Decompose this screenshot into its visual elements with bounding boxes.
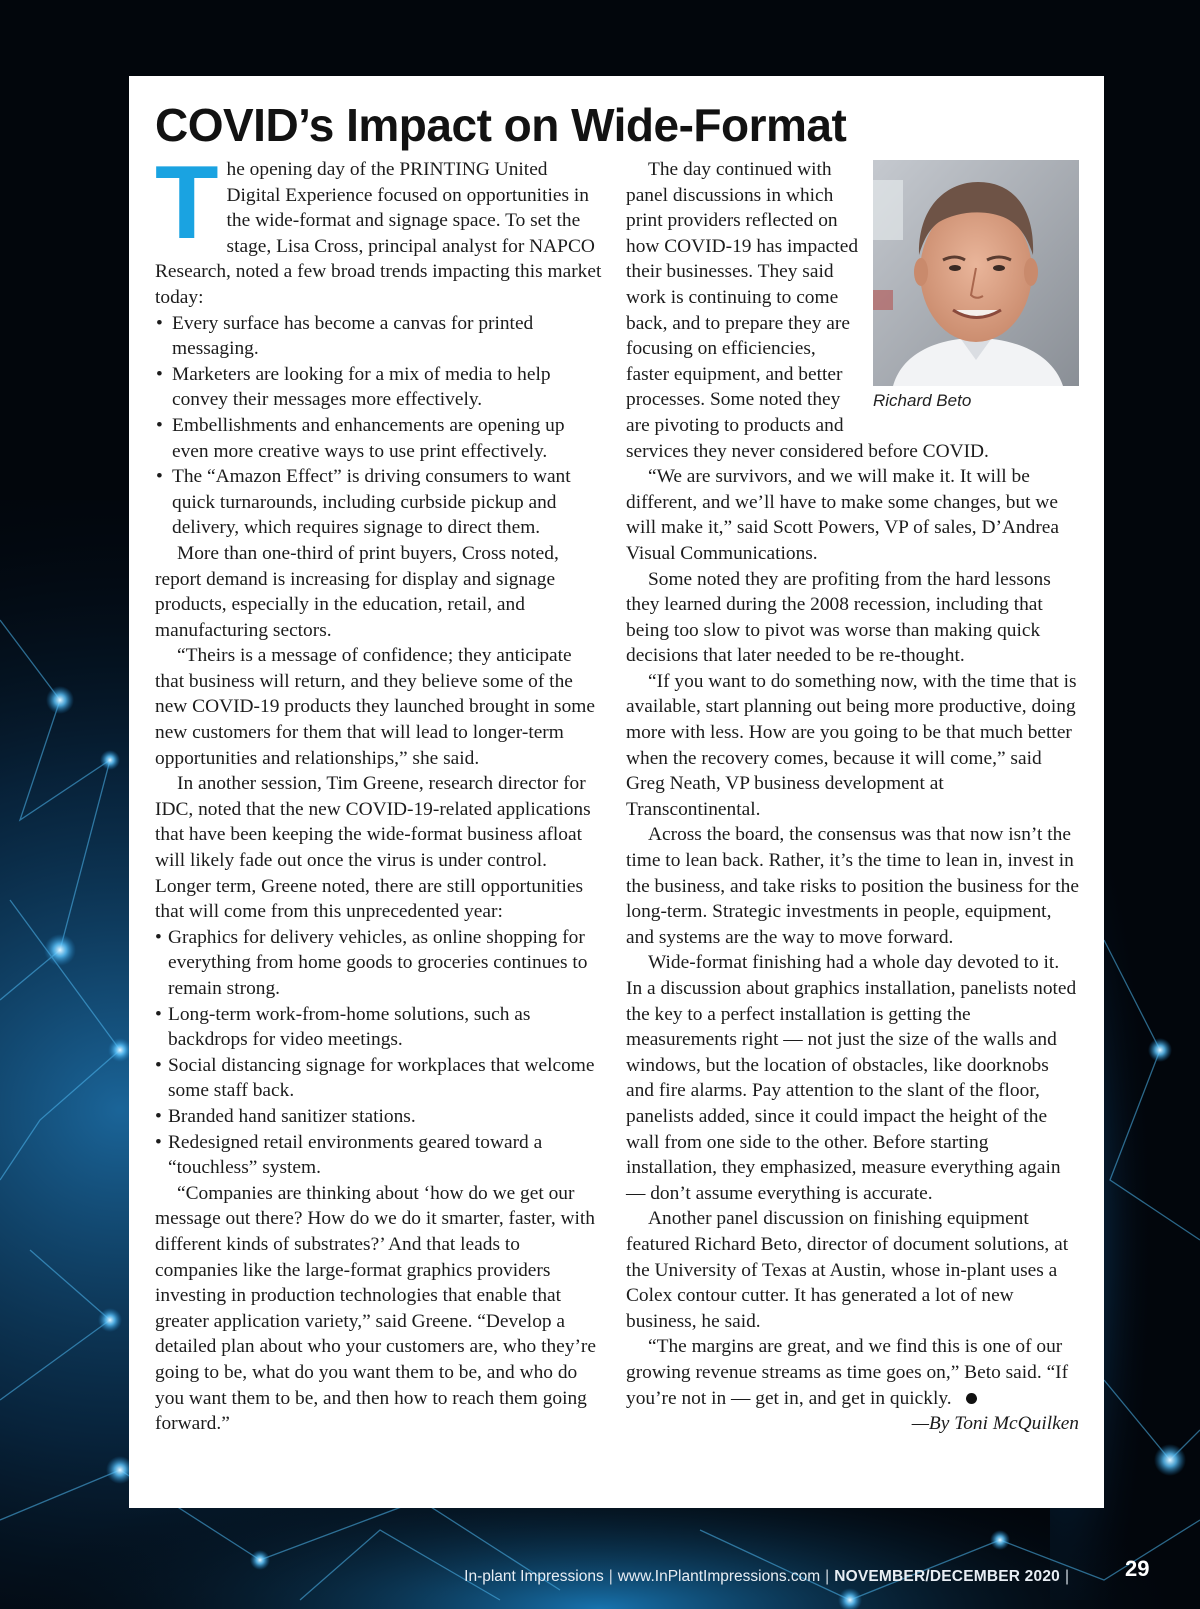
body-paragraph: “Companies are thinking about ‘how do we get our message out there? How do we do it smarter, faster, with different kinds of substrates?’ And that leads to companies like the large-format graphics providers investing in production technologies that enable that greater application variety,” said Greene. “Develop a detailed plan about who your customers are, who they’re going to be, what do you want them to be, and who do you want them to be, and then how to reach them going forward.” (155, 1182, 596, 1435)
page-footer (464, 1566, 1074, 1588)
issue-date: NOVEMBER/DECEMBER 2020 (834, 1568, 1060, 1585)
article-panel (129, 76, 1104, 1508)
website-link[interactable]: www.InPlantImpressions.com (617, 1568, 821, 1585)
list-item: • The “Amazon Effect” is driving consumers to want quick turnarounds, including curbside pickup and delivery, which requires signage to direct them. (155, 464, 605, 541)
body-paragraph: Some noted they are profiting from the hard lessons they learned during the 2008 recession, including that being too slow to pivot was worse than making quick decisions that later needed to be re-thought. (626, 568, 1051, 667)
closing-paragraph (626, 1334, 1079, 1411)
right-column (626, 157, 1079, 1437)
intro-text: he opening day of the PRINTING United Digital Experience focused on opportunities in the wide-format and signage space. To set the stage, Lisa Cross, principal analyst for NAPCO Research, noted a few broad trends impacting this market today: (155, 159, 602, 308)
footer-divider: | (608, 1568, 613, 1585)
trends-list (155, 311, 605, 541)
list-item: • Long-term work-from-home solutions, such as backdrops for video meetings. (155, 1002, 605, 1053)
list-item: • Social distancing signage for workplaces that welcome some staff back. (155, 1053, 605, 1104)
intro-paragraph (155, 145, 605, 311)
list-item: • Branded hand sanitizer stations. (155, 1104, 605, 1130)
end-mark-icon (966, 1393, 977, 1404)
body-paragraph: “We are survivors, and we will make it. It will be different, and we’ll have to make some changes, but we will make it,” said Scott Powers, VP of sales, D’Andrea Visual Communications. (626, 466, 1059, 564)
list-item: • Marketers are looking for a mix of media to help convey their messages more effectively. (155, 362, 605, 413)
article-title: COVID’s Impact on Wide-Format (155, 99, 847, 151)
opportunities-list (155, 925, 605, 1181)
list-item: • Embellishments and enhancements are opening up even more creative ways to use print effectively. (155, 413, 605, 464)
body-paragraph: Another panel discussion on finishing equipment featured Richard Beto, director of document solutions, at the University of Texas at Austin, whose in-plant uses a Colex contour cutter. It has generated a lot of new business, he said. (626, 1208, 1069, 1332)
portrait-photo (873, 160, 1079, 386)
body-paragraph: “Theirs is a message of confidence; they anticipate that business will return, and they believe some of the new COVID-19 products they launched brought in some new customers for them that will lead to longer-term opportunities and relationships,” she said. (155, 645, 595, 769)
photo-caption: Richard Beto (873, 391, 972, 410)
list-item: • Graphics for delivery vehicles, as online shopping for everything from home goods to groceries continues to remain strong. (155, 925, 605, 1002)
footer-divider: | (1064, 1568, 1069, 1585)
body-paragraph: More than one-third of print buyers, Cross noted, report demand is increasing for display and signage products, especially in the education, retail, and manufacturing sectors. (155, 542, 559, 641)
body-paragraph: Wide-format finishing had a whole day devoted to it. In a discussion about graphics installation, panelists noted the key to a perfect installation is getting the measurements right — not just the size of the walls and windows, but the location of obstacles, like doorknobs and fire alarms. Pay attention to the slant of the floor, panelists added, since it could impact the height of the wall from one side to the other. Before starting installation, they emphasized, measure everything again — don’t assume everything is accurate. (626, 952, 1077, 1204)
drop-cap: T (155, 145, 219, 261)
footer-divider: | (825, 1568, 830, 1585)
page-number: 29 (1125, 1556, 1150, 1581)
byline: —By Toni McQuilken (911, 1413, 1079, 1435)
body-paragraph: The day continued with panel discussions in which print providers reflected on how COVID-19 has impacted their businesses. They said work is continuing to come back, and to prepare they are focusing on efficiencies, faster equipment, and better processes. Some noted they are pivoting to products and services they never considered before COVID. (626, 159, 989, 462)
body-paragraph: “If you want to do something now, with the time that is available, start planning out being more productive, doing more with less. How are you going to be that much better when the recovery comes, because it will come,” said Greg Neath, VP business development at Transcontinental. (626, 670, 1077, 820)
closing-text: “The margins are great, and we find this is one of our growing revenue streams as time goes on,” Beto said. “If you’re not in — get in, and get in quickly. (626, 1336, 1069, 1409)
list-item: • Every surface has become a canvas for printed messaging. (155, 311, 605, 362)
list-item: • Redesigned retail environments geared toward a “touchless” system. (155, 1130, 605, 1181)
publication-name: In-plant Impressions (464, 1568, 604, 1585)
body-paragraph: In another session, Tim Greene, research director for IDC, noted that the new COVID-19-related applications that have been keeping the wide-format business afloat will likely fade out once the virus is under control. Longer term, Greene noted, there are still opportunities that will come from this unprecedented year: (155, 773, 591, 923)
body-paragraph: Across the board, the consensus was that now isn’t the time to lean back. Rather, it’s the time to lean in, invest in the business, and take risks to position the business for the long-term. Strategic investments in people, equipment, and systems are the way to move forward. (626, 824, 1079, 948)
left-column (155, 145, 605, 1437)
photo-figure (873, 160, 1079, 412)
